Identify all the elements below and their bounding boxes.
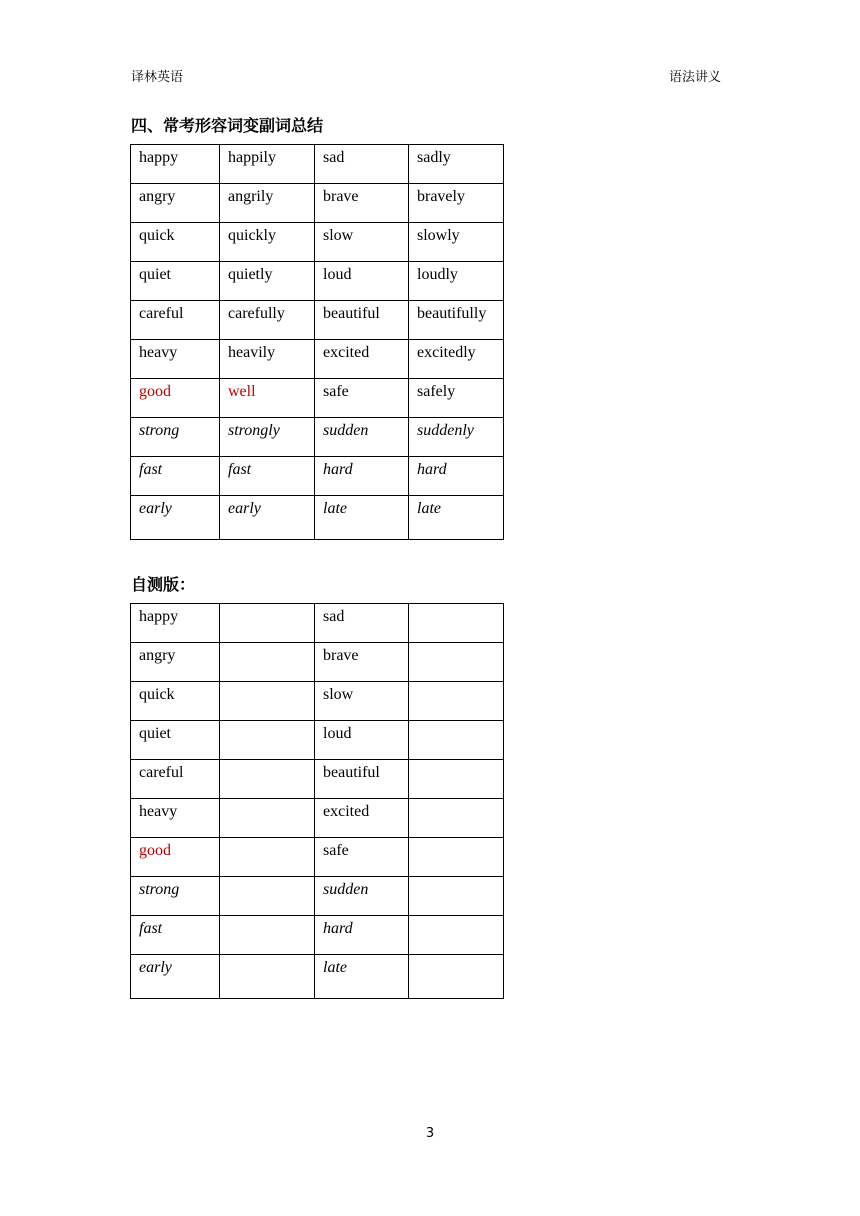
blank-answer-cell: [220, 604, 315, 643]
table-cell: sadly: [409, 145, 504, 184]
table-cell: heavily: [220, 340, 315, 379]
table-row: [131, 184, 504, 223]
table-row: [131, 379, 504, 418]
blank-answer-cell: [409, 799, 504, 838]
section-title-summary: 四、常考形容词变副词总结: [131, 116, 324, 135]
blank-answer-cell: [220, 760, 315, 799]
table-row: [131, 643, 504, 682]
table-cell: beautiful: [315, 301, 409, 340]
table-row: [131, 877, 504, 916]
table-cell: excited: [315, 340, 409, 379]
blank-answer-cell: [409, 682, 504, 721]
table-cell: excitedly: [409, 340, 504, 379]
table-cell-highlight: well: [220, 379, 315, 418]
table-cell: careful: [131, 760, 220, 799]
blank-answer-cell: [409, 760, 504, 799]
table-cell: strong: [131, 877, 220, 916]
table-cell: bravely: [409, 184, 504, 223]
table-cell: late: [315, 496, 409, 540]
table-cell: angrily: [220, 184, 315, 223]
table-cell: fast: [220, 457, 315, 496]
table-cell: strong: [131, 418, 220, 457]
table-row: [131, 340, 504, 379]
table-row: [131, 682, 504, 721]
table-cell: late: [315, 955, 409, 999]
table-row: [131, 457, 504, 496]
table-cell: early: [220, 496, 315, 540]
table-cell: beautiful: [315, 760, 409, 799]
table-cell: fast: [131, 916, 220, 955]
adverb-summary-table: [130, 144, 504, 540]
table-row: [131, 301, 504, 340]
header-left: 译林英语: [131, 70, 184, 85]
table-cell: happily: [220, 145, 315, 184]
table-cell: quick: [131, 223, 220, 262]
blank-answer-cell: [220, 877, 315, 916]
table-cell: loud: [315, 262, 409, 301]
table-row: [131, 916, 504, 955]
blank-answer-cell: [409, 916, 504, 955]
blank-answer-cell: [409, 721, 504, 760]
blank-answer-cell: [220, 955, 315, 999]
table-row: [131, 760, 504, 799]
table-cell: hard: [315, 916, 409, 955]
table-cell: carefully: [220, 301, 315, 340]
self-test-table: [130, 603, 504, 999]
blank-answer-cell: [220, 721, 315, 760]
table-cell: brave: [315, 184, 409, 223]
table-row: [131, 955, 504, 999]
table-cell: slowly: [409, 223, 504, 262]
table-cell: sad: [315, 145, 409, 184]
table-cell: quietly: [220, 262, 315, 301]
section-title-self-test: 自测版：: [131, 575, 196, 594]
table-row: [131, 418, 504, 457]
table-cell: slow: [315, 223, 409, 262]
table-row: [131, 604, 504, 643]
table-cell: careful: [131, 301, 220, 340]
blank-answer-cell: [220, 916, 315, 955]
table-cell: strongly: [220, 418, 315, 457]
table-cell: fast: [131, 457, 220, 496]
table-cell: heavy: [131, 340, 220, 379]
table-row: [131, 838, 504, 877]
table-cell: beautifully: [409, 301, 504, 340]
table-cell: angry: [131, 643, 220, 682]
blank-answer-cell: [409, 877, 504, 916]
table-row: [131, 496, 504, 540]
table-cell: safe: [315, 379, 409, 418]
table-cell: safely: [409, 379, 504, 418]
table-cell: quickly: [220, 223, 315, 262]
table-cell: hard: [409, 457, 504, 496]
table-cell: loudly: [409, 262, 504, 301]
table-cell: excited: [315, 799, 409, 838]
blank-answer-cell: [220, 643, 315, 682]
table-cell: brave: [315, 643, 409, 682]
table-cell: sudden: [315, 877, 409, 916]
table-cell-highlight: good: [131, 379, 220, 418]
table-cell: sad: [315, 604, 409, 643]
table-cell: angry: [131, 184, 220, 223]
table-cell: late: [409, 496, 504, 540]
table-cell: quiet: [131, 262, 220, 301]
blank-answer-cell: [409, 643, 504, 682]
page-number: 3: [425, 1126, 435, 1141]
table-cell: quiet: [131, 721, 220, 760]
table-row: [131, 145, 504, 184]
table-cell: heavy: [131, 799, 220, 838]
table-cell: suddenly: [409, 418, 504, 457]
blank-answer-cell: [220, 838, 315, 877]
blank-answer-cell: [409, 955, 504, 999]
blank-answer-cell: [220, 682, 315, 721]
table-cell: happy: [131, 145, 220, 184]
blank-answer-cell: [220, 799, 315, 838]
table-cell: safe: [315, 838, 409, 877]
table-row: [131, 799, 504, 838]
table-row: [131, 223, 504, 262]
table-row: [131, 262, 504, 301]
header-right: 语法讲义: [668, 70, 721, 85]
table-cell-highlight: good: [131, 838, 220, 877]
table-cell: sudden: [315, 418, 409, 457]
table-cell: early: [131, 955, 220, 999]
table-cell: early: [131, 496, 220, 540]
table-cell: hard: [315, 457, 409, 496]
table-row: [131, 721, 504, 760]
table-cell: loud: [315, 721, 409, 760]
blank-answer-cell: [409, 838, 504, 877]
table-cell: quick: [131, 682, 220, 721]
table-cell: slow: [315, 682, 409, 721]
table-cell: happy: [131, 604, 220, 643]
blank-answer-cell: [409, 604, 504, 643]
